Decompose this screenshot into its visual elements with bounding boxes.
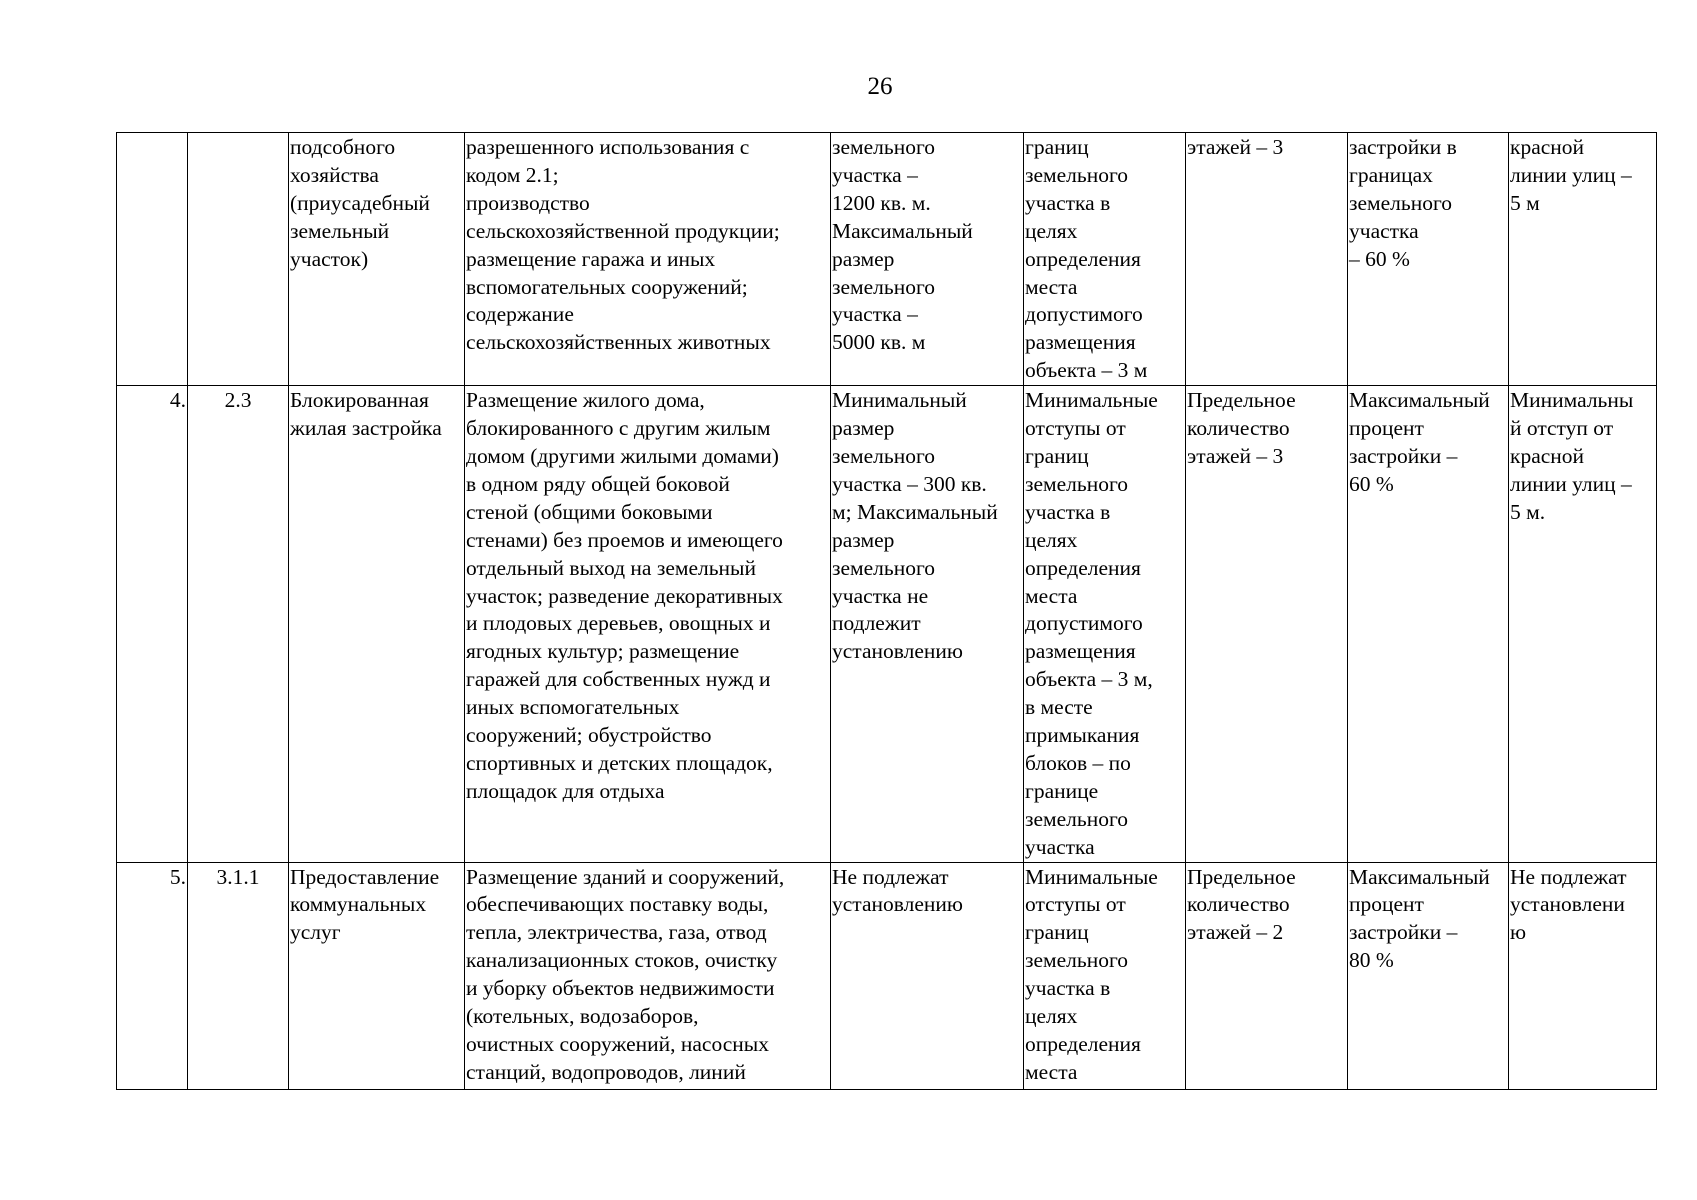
red-line-cell: Не подлежат установлени ю [1509,862,1657,1089]
use-name-cell: Блокированная жилая застройка [289,386,465,862]
row-number-cell [117,133,188,386]
use-description-cell: Размещение жилого дома, блокированного с другим жилым домом (другими жилыми домами) в одном ряду общей боковой стеной (общими боковыми стенами) без проемов и имеющего отдельный выход на земельный участок; разведение декоративных и плодовых деревьев, овощных и ягодных культур; размещение гаражей для собственных нужд и иных вспомогательных сооружений; обустройство спортивных и детских площадок, площадок для отдыха [465,386,831,862]
red-line-cell: Минимальны й отступ от красной линии улиц – 5 м. [1509,386,1657,862]
page-number: 26 [867,73,893,100]
setbacks-cell: Минимальные отступы от границ земельного участка в целях определения места допустимого размещения объекта – 3 м, в месте примыкания блоков – по границе земельного участка [1024,386,1186,862]
table-row [117,862,1657,1089]
use-description-cell: разрешенного использования с кодом 2.1; производство сельскохозяйственной продукции; размещение гаража и иных вспомогательных сооружений; содержание сельскохозяйственных животных [465,133,831,386]
table-row [117,133,1657,386]
row-number-cell: 5. [117,862,188,1089]
coverage-cell: Максимальный процент застройки – 80 % [1348,862,1509,1089]
use-code-cell [188,133,289,386]
plot-size-cell: Не подлежат установлению [831,862,1024,1089]
coverage-cell: Максимальный процент застройки – 60 % [1348,386,1509,862]
row-number-cell: 4. [117,386,188,862]
setbacks-cell: Минимальные отступы от границ земельного участка в целях определения места [1024,862,1186,1089]
floors-cell: Предельное количество этажей – 3 [1186,386,1348,862]
plot-size-cell: земельного участка – 1200 кв. м. Максимальный размер земельного участка – 5000 кв. м [831,133,1024,386]
table-row [117,386,1657,862]
use-code-cell: 3.1.1 [188,862,289,1089]
setbacks-cell: границ земельного участка в целях определения места допустимого размещения объекта – 3 м [1024,133,1186,386]
use-code-cell: 2.3 [188,386,289,862]
coverage-cell: застройки в границах земельного участка – 60 % [1348,133,1509,386]
floors-cell: Предельное количество этажей – 2 [1186,862,1348,1089]
plot-size-cell: Минимальный размер земельного участка – 300 кв. м; Максимальный размер земельного участка не подлежит установлению [831,386,1024,862]
use-description-cell: Размещение зданий и сооружений, обеспечивающих поставку воды, тепла, электричества, газа, отвод канализационных стоков, очистку и уборку объектов недвижимости (котельных, водозаборов, очистных сооружений, насосных станций, водопроводов, линий [465,862,831,1089]
use-name-cell: подсобного хозяйства (приусадебный земельный участок) [289,133,465,386]
zoning-regulations-table [116,132,1657,1090]
floors-cell: этажей – 3 [1186,133,1348,386]
red-line-cell: красной линии улиц – 5 м [1509,133,1657,386]
use-name-cell: Предоставление коммунальных услуг [289,862,465,1089]
